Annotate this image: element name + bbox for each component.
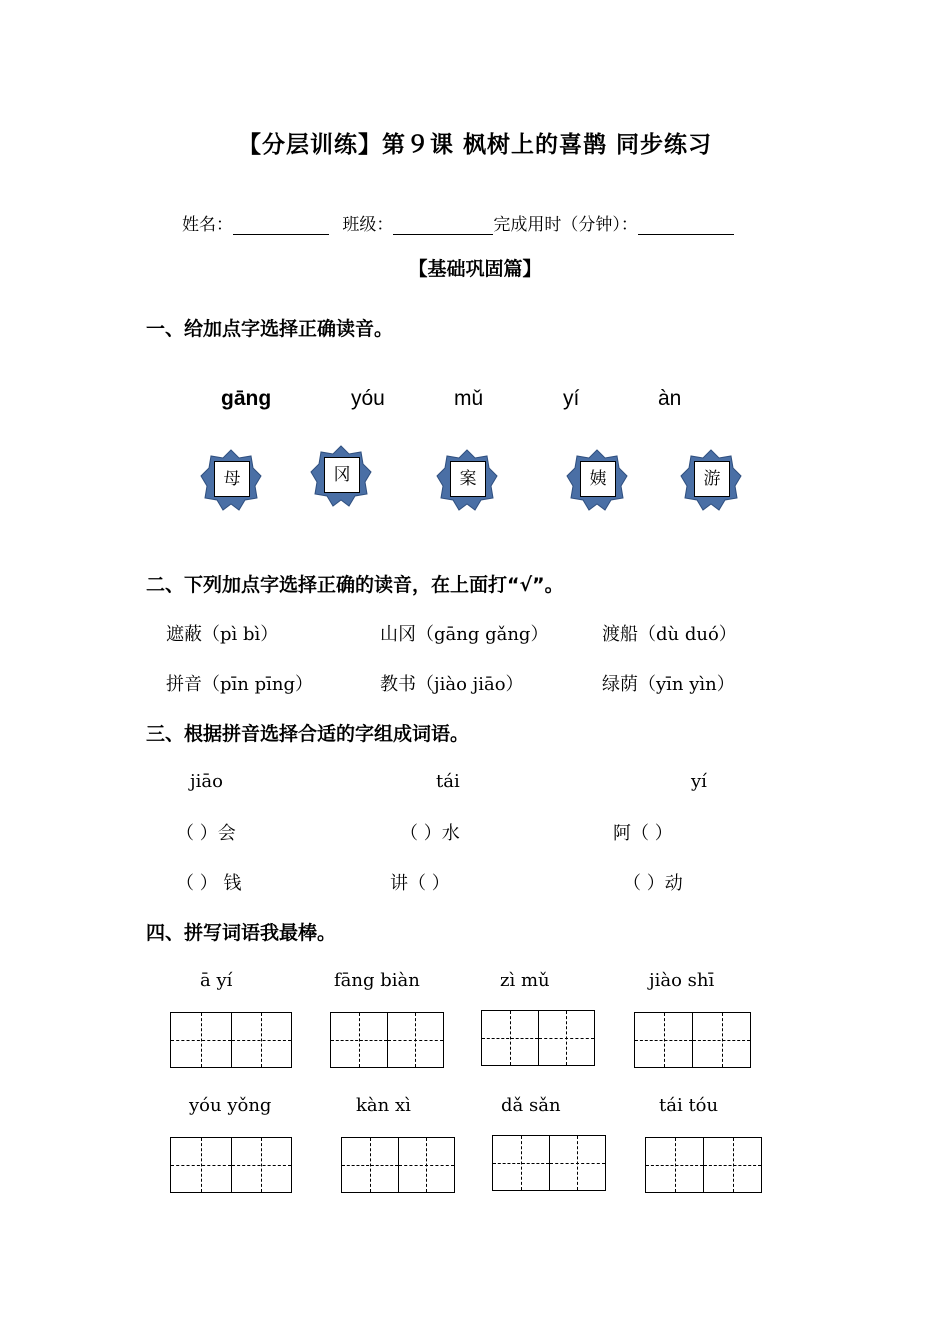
q3-pinyin: tái bbox=[436, 771, 460, 792]
char-badge bbox=[679, 448, 743, 512]
q4-pinyin: fāng biàn bbox=[334, 970, 420, 991]
q2-item[interactable]: 渡船（dù duó） bbox=[602, 624, 737, 645]
badge-char: 母 bbox=[214, 461, 250, 497]
q2-item[interactable]: 拼音（pīn pīng） bbox=[166, 674, 313, 695]
writing-grid[interactable] bbox=[170, 1137, 292, 1193]
writing-grid[interactable] bbox=[341, 1137, 455, 1193]
class-label: 班级： bbox=[342, 215, 394, 235]
q1-pinyin: mǔ bbox=[454, 387, 484, 410]
writing-grid[interactable] bbox=[330, 1012, 444, 1068]
q2-item[interactable]: 教书（jiào jiāo） bbox=[380, 674, 524, 695]
char-badge bbox=[435, 448, 499, 512]
q2-heading: 二、下列加点字选择正确的读音，在上面打“√”。 bbox=[146, 574, 564, 596]
q1-pinyin: yóu bbox=[351, 387, 385, 410]
q1-heading: 一、给加点字选择正确读音。 bbox=[146, 318, 394, 340]
q4-heading: 四、拼写词语我最棒。 bbox=[146, 922, 337, 944]
q4-pinyin: dǎ sǎn bbox=[501, 1095, 561, 1116]
char-badge bbox=[565, 448, 629, 512]
writing-grid[interactable] bbox=[492, 1135, 606, 1191]
writing-grid[interactable] bbox=[481, 1010, 595, 1066]
page-title: 【分层训练】第９课 枫树上的喜鹊 同步练习 bbox=[237, 132, 712, 158]
q2-item[interactable]: 绿荫（yīn yìn） bbox=[602, 674, 735, 695]
writing-grid[interactable] bbox=[170, 1012, 292, 1068]
q1-pinyin: yí bbox=[563, 387, 580, 410]
char-badge bbox=[199, 448, 263, 512]
q4-pinyin: jiào shī bbox=[649, 970, 715, 991]
badge-char: 案 bbox=[450, 461, 486, 497]
q3-blank-item[interactable]: （ ） 钱 bbox=[176, 873, 242, 894]
char-badge bbox=[309, 444, 373, 508]
section-label: 【基础巩固篇】 bbox=[408, 258, 542, 280]
info-line bbox=[182, 210, 734, 235]
class-blank[interactable] bbox=[393, 216, 493, 235]
q3-pinyin: yí bbox=[691, 771, 707, 792]
q4-pinyin: ā yí bbox=[200, 970, 233, 991]
q3-heading: 三、根据拼音选择合适的字组成词语。 bbox=[146, 723, 470, 745]
badge-char: 姨 bbox=[580, 461, 616, 497]
q3-blank-item[interactable]: （ ）水 bbox=[400, 823, 460, 844]
q2-item[interactable]: 遮蔽（pì bì） bbox=[166, 624, 279, 645]
q4-pinyin: zì mǔ bbox=[500, 970, 550, 991]
q3-blank-item[interactable]: （ ）动 bbox=[623, 873, 683, 894]
badge-char: 冈 bbox=[324, 457, 360, 493]
q3-blank-item[interactable]: 讲（ ） bbox=[390, 873, 450, 894]
name-label: 姓名： bbox=[182, 215, 233, 235]
q4-pinyin: yóu yǒng bbox=[189, 1095, 272, 1116]
writing-grid[interactable] bbox=[634, 1012, 751, 1068]
q2-item[interactable]: 山冈（gāng gǎng） bbox=[380, 624, 549, 645]
q4-pinyin: tái tóu bbox=[659, 1095, 719, 1116]
badge-char: 游 bbox=[694, 461, 730, 497]
time-label: 完成用时（分钟）： bbox=[493, 215, 638, 235]
name-blank[interactable] bbox=[233, 216, 329, 235]
q4-pinyin: kàn xì bbox=[356, 1095, 411, 1116]
q1-pinyin: àn bbox=[658, 387, 682, 410]
writing-grid[interactable] bbox=[645, 1137, 762, 1193]
q3-pinyin: jiāo bbox=[190, 771, 223, 792]
q3-blank-item[interactable]: （ ）会 bbox=[176, 823, 236, 844]
q3-blank-item[interactable]: 阿（ ） bbox=[613, 823, 673, 844]
q1-pinyin: gāng bbox=[221, 387, 272, 410]
time-blank[interactable] bbox=[638, 216, 734, 235]
